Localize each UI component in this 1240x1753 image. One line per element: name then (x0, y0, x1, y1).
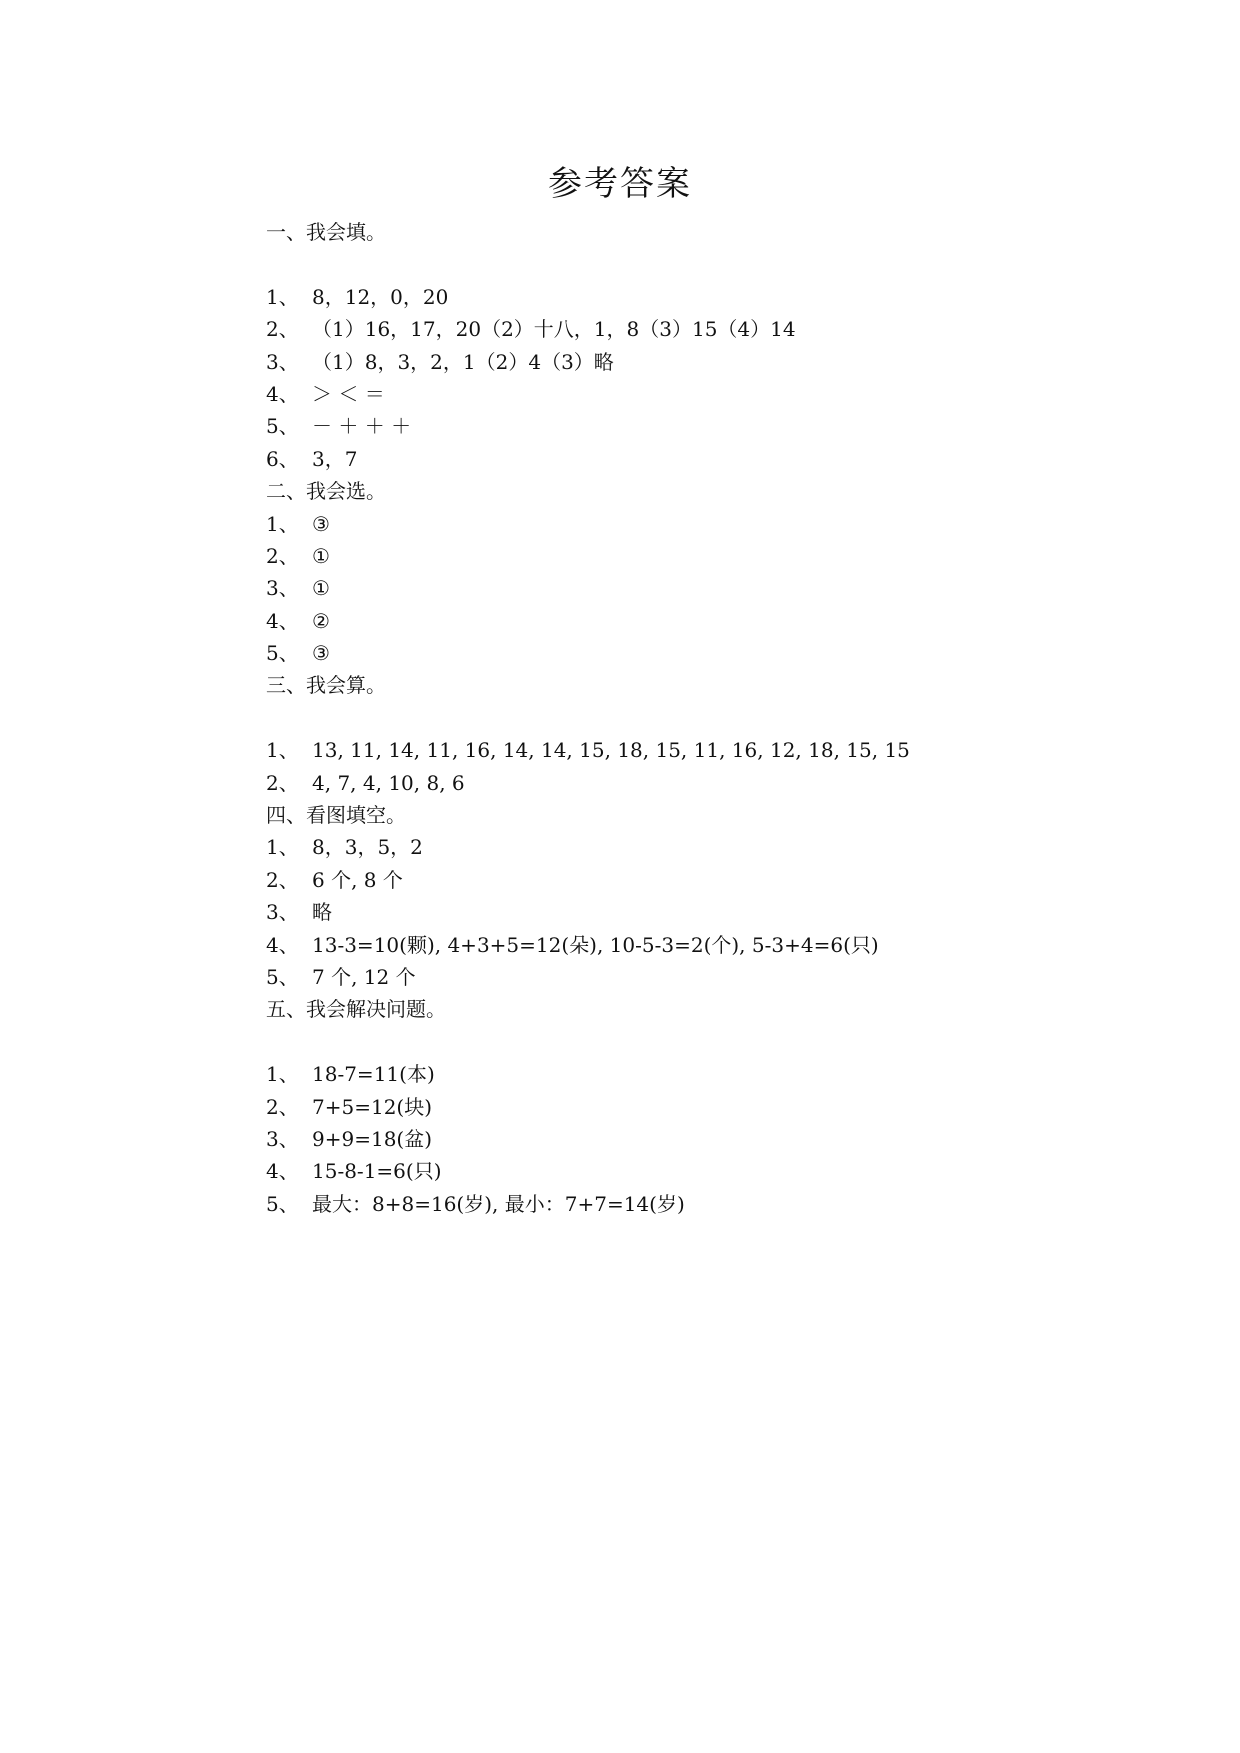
answer-line (266, 734, 1166, 766)
answer-line (266, 443, 1166, 475)
item-answer: 8，12，0，20 (312, 284, 449, 309)
item-answer: ③ (312, 641, 330, 666)
answer-line (266, 1188, 1166, 1220)
item-number: 1、 (266, 738, 299, 763)
item-answer: 13-3=10(颗), 4+3+5=12(朵), 10-5-3=2(个), 5-3+4=6(只) (312, 932, 879, 957)
item-number: 6、 (266, 446, 299, 471)
section-heading-fill: 一、我会填。 (266, 220, 386, 244)
answer-line (266, 540, 1166, 572)
item-number: 5、 (266, 641, 299, 666)
item-answer: 9+9=18(盆) (312, 1126, 433, 1151)
item-answer: （1）16，17，20（2）十八，1，8（3）15（4）14 (312, 317, 796, 342)
answer-line (266, 378, 1166, 410)
item-number: 2、 (266, 317, 299, 342)
spacer (266, 248, 1166, 280)
item-number: 1、 (266, 1062, 299, 1087)
item-answer: 13, 11, 14, 11, 16, 14, 14, 15, 18, 15, 11, 16, 12, 18, 15, 15 (312, 738, 910, 763)
answer-line (266, 605, 1166, 637)
item-answer: 略 (312, 900, 332, 925)
answer-line (266, 508, 1166, 540)
item-answer: － ＋ ＋ ＋ (312, 414, 412, 439)
item-number: 5、 (266, 414, 299, 439)
answer-line (266, 1091, 1166, 1123)
item-answer: 最大：8+8=16(岁), 最小：7+7=14(岁) (312, 1191, 685, 1216)
item-number: 3、 (266, 349, 299, 374)
item-answer: 18-7=11(本) (312, 1062, 435, 1087)
spacer (266, 1026, 1166, 1058)
item-answer: （1）8，3，2，1（2）4（3）略 (312, 349, 614, 374)
section-heading-calculate: 三、我会算。 (266, 673, 386, 698)
item-number: 5、 (266, 964, 299, 989)
answer-content (266, 216, 1166, 1220)
answer-line (266, 767, 1166, 799)
answer-line (266, 864, 1166, 896)
item-number: 4、 (266, 608, 299, 633)
section-heading-problems: 五、我会解决问题。 (266, 997, 446, 1022)
answer-line (266, 410, 1166, 442)
answer-line (266, 346, 1166, 378)
item-number: 1、 (266, 835, 299, 860)
item-number: 2、 (266, 770, 299, 795)
item-answer: ② (312, 608, 330, 633)
item-answer: 6 个, 8 个 (312, 867, 403, 892)
section-heading-picture: 四、看图填空。 (266, 803, 406, 828)
item-number: 2、 (266, 1094, 299, 1119)
item-answer: ＞ ＜ ＝ (312, 381, 385, 406)
answer-line (266, 929, 1166, 961)
item-number: 2、 (266, 543, 299, 568)
item-number: 4、 (266, 932, 299, 957)
item-number: 1、 (266, 511, 299, 536)
item-number: 3、 (266, 1126, 299, 1151)
item-answer: ① (312, 543, 330, 568)
answer-line (266, 1058, 1166, 1090)
item-answer: ③ (312, 511, 330, 536)
answer-line (266, 313, 1166, 345)
answer-line (266, 1155, 1166, 1187)
item-number: 3、 (266, 576, 299, 601)
item-number: 4、 (266, 1159, 299, 1184)
item-number: 5、 (266, 1191, 299, 1216)
answer-line (266, 896, 1166, 928)
item-answer: 8，3，5，2 (312, 835, 423, 860)
page-title: 参考答案 (548, 164, 692, 204)
answer-line (266, 831, 1166, 863)
item-answer: 15-8-1=6(只) (312, 1159, 442, 1184)
item-number: 4、 (266, 381, 299, 406)
item-answer: 7 个, 12 个 (312, 964, 416, 989)
answer-line (266, 281, 1166, 313)
spacer (266, 702, 1166, 734)
item-number: 3、 (266, 900, 299, 925)
item-answer: 4, 7, 4, 10, 8, 6 (312, 770, 465, 795)
item-number: 1、 (266, 284, 299, 309)
item-number: 2、 (266, 867, 299, 892)
answer-line (266, 572, 1166, 604)
answer-line (266, 961, 1166, 993)
item-answer: 7+5=12(块) (312, 1094, 433, 1119)
answer-line (266, 637, 1166, 669)
item-answer: 3，7 (312, 446, 358, 471)
section-heading-choose: 二、我会选。 (266, 479, 386, 504)
answer-line (266, 1123, 1166, 1155)
item-answer: ① (312, 576, 330, 601)
